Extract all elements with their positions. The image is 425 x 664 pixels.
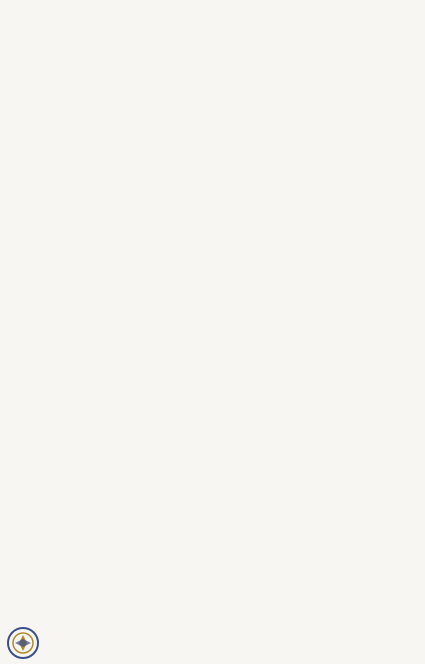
paragraph-3 [14,268,413,314]
seal-emblem-icon [6,626,40,660]
paragraph-2 [14,102,413,254]
paragraph-1 [14,40,413,86]
paragraph-4 [14,332,413,638]
document-page [14,8,413,638]
page-title [14,8,409,28]
